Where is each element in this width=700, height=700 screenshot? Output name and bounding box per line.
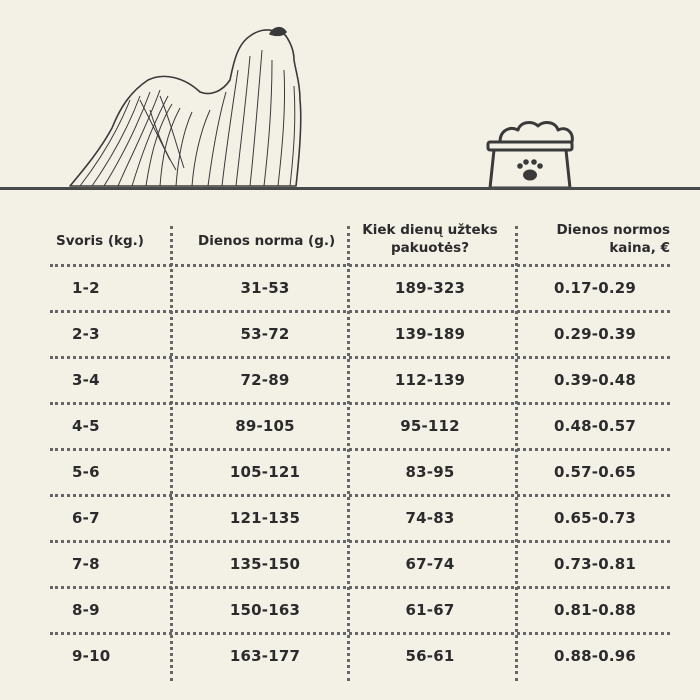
cell-daily-norm: 105-121 [229,463,301,481]
cell-weight: 5-6 [72,463,100,481]
cell-weight: 6-7 [72,509,100,527]
cell-cost: 0.39-0.48 [553,371,637,389]
header-days-per-package: Kiek dienų užteks pakuotės? [362,222,498,256]
cell-cost: 0.65-0.73 [553,509,637,527]
cell-weight: 2-3 [72,325,100,343]
table-row [50,310,670,356]
table-row [50,264,670,310]
ground-line [0,187,700,190]
cell-daily-norm: 135-150 [229,555,301,573]
cell-days: 61-67 [405,601,455,619]
table-row [50,494,670,540]
table-row [50,448,670,494]
cell-days: 139-189 [394,325,466,343]
cell-weight: 8-9 [72,601,100,619]
shih-tzu-dog-illustration [70,28,301,186]
table-row [50,356,670,402]
cell-cost: 0.29-0.39 [553,325,637,343]
cell-weight: 9-10 [72,647,111,665]
table-row [50,540,670,586]
cell-weight: 3-4 [72,371,100,389]
food-bowl-with-paw-icon [488,123,572,188]
table-row [50,632,670,678]
cell-days: 74-83 [405,509,455,527]
cell-daily-norm: 150-163 [229,601,301,619]
cell-days: 56-61 [405,647,455,665]
cell-cost: 0.88-0.96 [553,647,637,665]
cell-daily-norm: 72-89 [240,371,290,389]
table-header [50,212,670,264]
cell-daily-norm: 121-135 [229,509,301,527]
cell-cost: 0.48-0.57 [553,417,637,435]
cell-cost: 0.81-0.88 [553,601,637,619]
cell-weight: 4-5 [72,417,100,435]
cell-cost: 0.57-0.65 [553,463,637,481]
header-daily-cost: Dienos normos kaina, € [556,222,670,256]
header-weight: Svoris (kg.) [56,233,144,249]
cell-weight: 1-2 [72,279,100,297]
cell-cost: 0.73-0.81 [553,555,637,573]
table-row [50,586,670,632]
cell-daily-norm: 163-177 [229,647,301,665]
cell-days: 67-74 [405,555,455,573]
cell-days: 95-112 [400,417,460,435]
cell-daily-norm: 89-105 [235,417,295,435]
table-row [50,402,670,448]
cell-cost: 0.17-0.29 [553,279,637,297]
cell-days: 112-139 [394,371,466,389]
cell-weight: 7-8 [72,555,100,573]
cell-daily-norm: 31-53 [240,279,290,297]
header-illustration [0,0,700,200]
header-daily-norm: Dienos norma (g.) [198,233,336,249]
cell-daily-norm: 53-72 [240,325,290,343]
feeding-table [50,212,670,678]
cell-days: 83-95 [405,463,455,481]
cell-days: 189-323 [394,279,466,297]
